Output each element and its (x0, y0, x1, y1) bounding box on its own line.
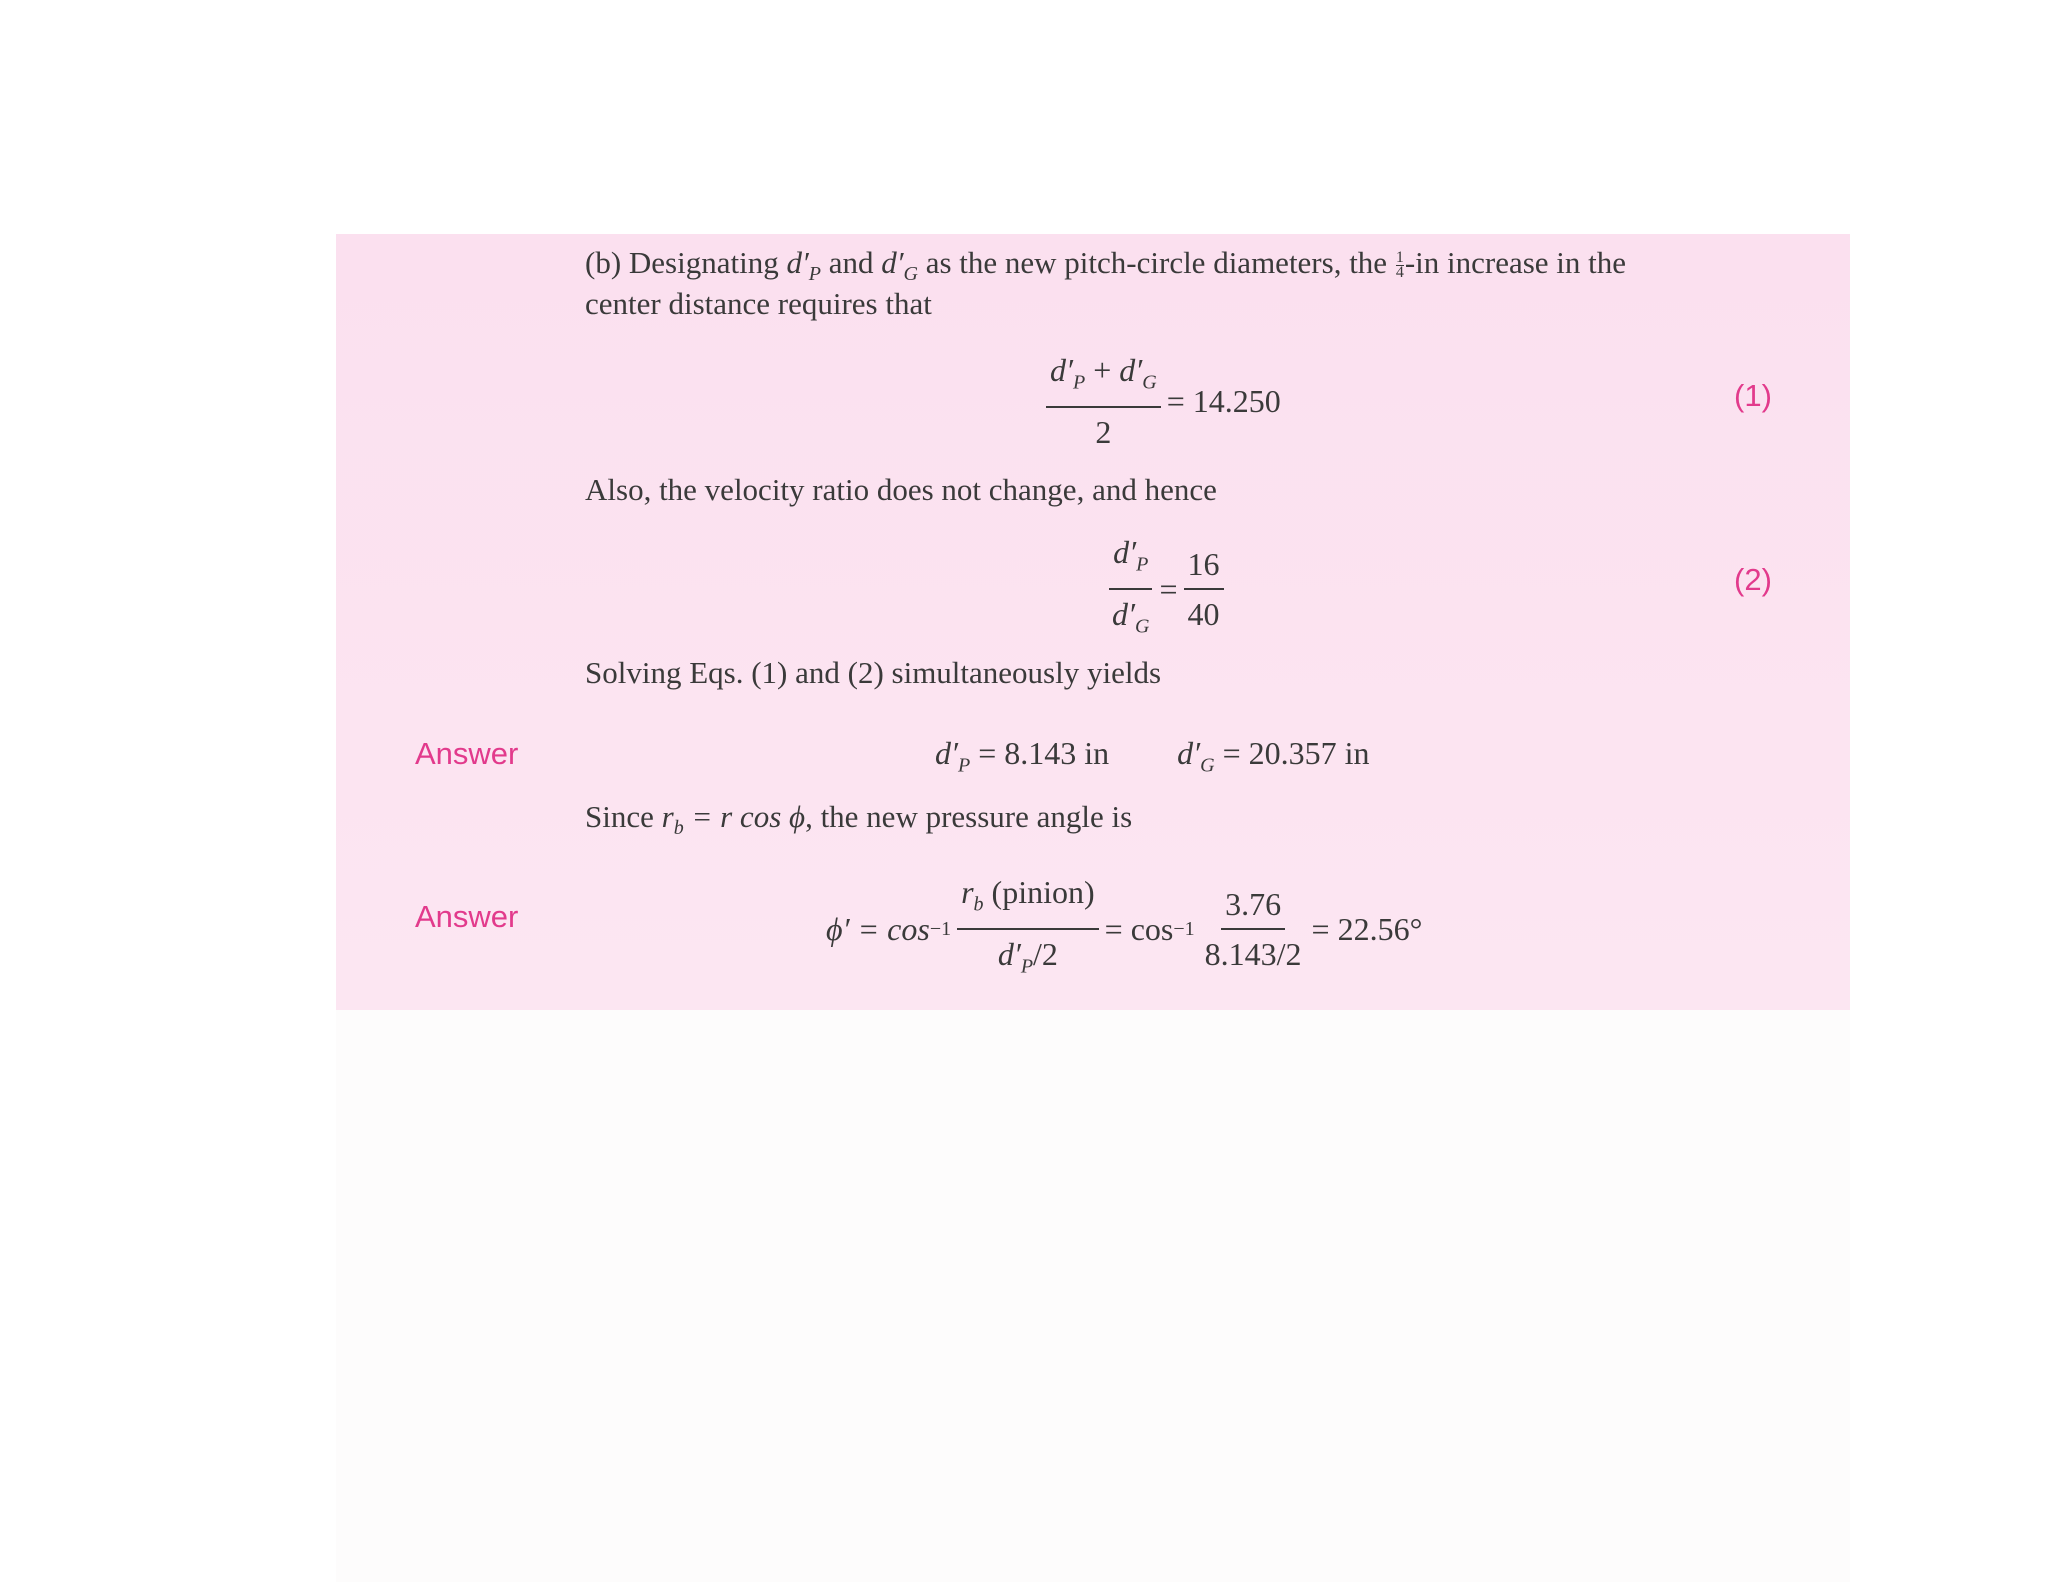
since-word: Since (585, 799, 654, 834)
intro-and: and (828, 245, 874, 280)
equation-2 (1102, 532, 1230, 647)
eq2-equals: = (1159, 570, 1178, 607)
res2-cos: = cos (1104, 910, 1174, 947)
res2-fraction-1 (957, 872, 1099, 987)
quarter-fraction (1396, 251, 1404, 280)
dG-sub: G (903, 263, 918, 286)
eq1-rhs: = 14.250 (1166, 382, 1281, 419)
dG-symbol: d′ (881, 245, 904, 280)
since-rb: r (661, 799, 674, 834)
quarter-num: 1 (1395, 249, 1404, 267)
since-tail: , the new pressure angle is (805, 799, 1133, 834)
since-paragraph (585, 796, 1132, 849)
res2-den1-tail: /2 (1033, 936, 1058, 973)
eq1-dp: d′ (1050, 352, 1073, 388)
eq2-dG-sub: G (1135, 615, 1150, 638)
dp-symbol: d′ (786, 245, 809, 280)
eq2-left-den (1108, 590, 1153, 646)
res2-dp: d′ (997, 936, 1021, 973)
res2-rhs: = 22.56° (1311, 910, 1423, 947)
intro-as: as the new pitch-circle diameters, the (925, 245, 1388, 280)
eq2-dp: d′ (1113, 534, 1137, 570)
res1-dG-sub: G (1200, 754, 1215, 777)
equation-1 (1040, 350, 1281, 452)
eq2-left-fraction (1108, 532, 1153, 647)
eq2-right-den: 40 (1187, 596, 1220, 633)
eq1-denominator: 2 (1095, 414, 1112, 451)
equation-1-label: (1) (1734, 378, 1772, 413)
res1-dp-sub: P (958, 754, 971, 777)
res1-dG: d′ (1177, 735, 1201, 771)
answer-label-2: Answer (415, 899, 519, 934)
res2-pinion: (pinion) (991, 874, 1095, 910)
eq2-left-num (1109, 532, 1152, 590)
answer-label-1: Answer (415, 736, 519, 771)
res2-num-1 (957, 872, 1099, 930)
eq2-right-num: 16 (1184, 544, 1224, 590)
res1-dp-value: = 8.143 in (978, 735, 1110, 771)
intro-tail: -in increase in the (1404, 245, 1627, 280)
eq1-fraction (1046, 350, 1161, 452)
res2-den-2: 8.143/2 (1204, 936, 1302, 973)
intro-word: Designating (628, 245, 779, 280)
quarter-den: 4 (1395, 264, 1404, 282)
eq1-plus: + (1093, 352, 1112, 388)
res2-inv-2: −1 (1173, 917, 1195, 940)
part-label: (b) (585, 245, 622, 280)
result-1 (935, 735, 1370, 777)
intro-line-2: center distance requires that (585, 286, 932, 321)
res2-rb: r (961, 874, 974, 910)
lower-blank-area (336, 1010, 1850, 1582)
equation-2-label: (2) (1734, 562, 1772, 597)
eq2-dG: d′ (1112, 596, 1135, 633)
res2-phi: ϕ′ = cos (826, 910, 930, 947)
eq1-dG-sub: G (1142, 371, 1157, 394)
solving-paragraph: Solving Eqs. (1) and (2) simultaneously yields (585, 655, 1162, 690)
eq2-right-fraction (1184, 544, 1224, 634)
eq1-dG: d′ (1119, 352, 1143, 388)
res2-fraction-2 (1201, 884, 1306, 974)
also-paragraph: Also, the velocity ratio does not change, and hence (585, 472, 1217, 507)
res2-den-1 (994, 930, 1062, 986)
eq1-dp-sub: P (1073, 371, 1086, 394)
dp-sub: P (808, 263, 821, 286)
res1-dG-value: = 20.357 in (1222, 735, 1370, 771)
res2-inv-1: −1 (929, 917, 952, 940)
since-rb-sub: b (673, 817, 684, 840)
res2-dp-sub: P (1020, 955, 1034, 978)
res2-rb-sub: b (973, 893, 984, 916)
res1-dp: d′ (935, 735, 958, 771)
since-rcos: = r cos ϕ (691, 799, 806, 834)
eq1-numerator (1046, 350, 1161, 408)
res2-num-2: 3.76 (1221, 884, 1285, 930)
result-2 (826, 872, 1422, 987)
eq2-dp-sub: P (1136, 553, 1149, 576)
